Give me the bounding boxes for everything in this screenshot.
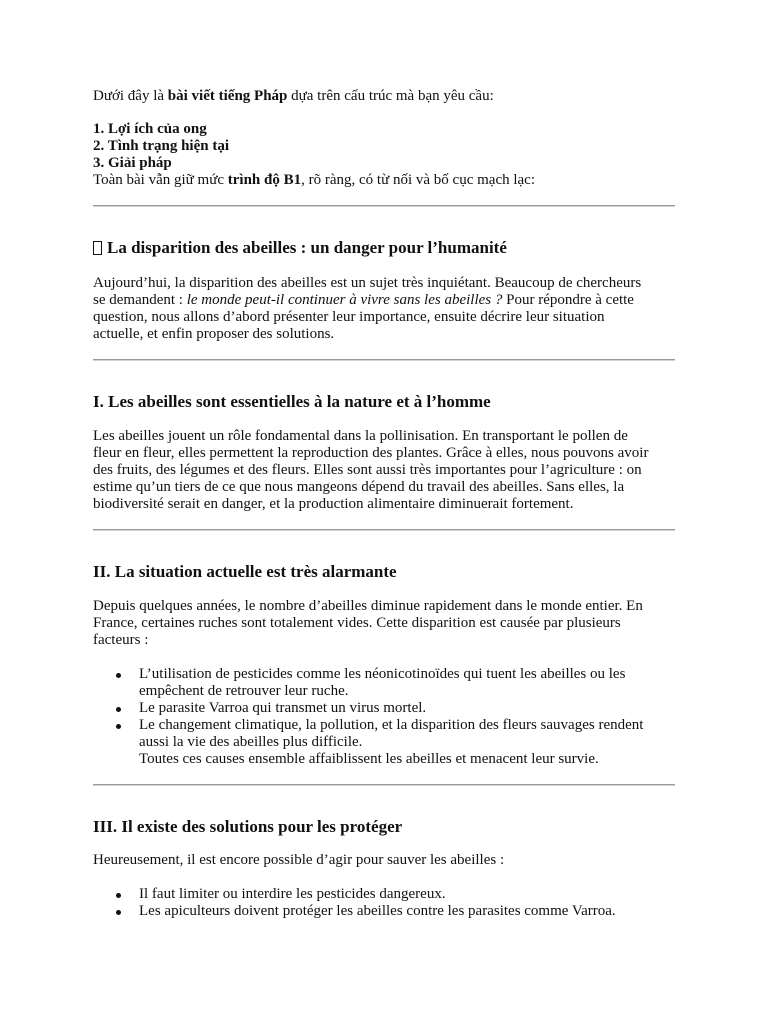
paragraph-line: des fruits, des légumes et des fleurs. Elles sont aussi très importantes pour l’agriculture : on — [93, 462, 642, 478]
outline-item: 2. Tình trạng hiện tại — [93, 138, 230, 154]
article-intro-paragraph — [93, 275, 641, 343]
list-item-line: L’utilisation de pesticides comme les néonicotinoïdes qui tuent les abeilles ou les — [139, 666, 626, 682]
list-item — [93, 717, 643, 768]
intro-text-start: Dưới đây là — [93, 88, 168, 104]
section-heading: II. La situation actuelle est très alarmante — [93, 562, 397, 581]
outline-item: 3. Giải pháp — [93, 155, 172, 171]
outline-note-end: , rõ ràng, có từ nối và bố cục mạch lạc: — [301, 172, 536, 188]
list-item-line: Il faut limiter ou interdire les pesticides dangereux. — [139, 886, 446, 902]
paragraph-line: estime qu’un tiers de ce que nous mangeons dépend du travail des abeilles. Sans elles, la — [93, 479, 625, 495]
paragraph-line: Les abeilles jouent un rôle fondamental dans la pollinisation. En transportant le pollen de — [93, 428, 628, 444]
paragraph-line: Aujourd’hui, la disparition des abeilles est un sujet très inquiétant. Beaucoup de chercheurs — [93, 275, 642, 291]
section-paragraph — [93, 852, 504, 869]
list-item-line: empêchent de retrouver leur ruche. — [139, 683, 349, 699]
paragraph-line: actuelle, et enfin proposer des solutions. — [93, 326, 335, 342]
horizontal-rule — [93, 205, 675, 207]
section-heading: III. Il existe des solutions pour les protéger — [93, 817, 403, 836]
paragraph-line: fleur en fleur, elles permettent la reproduction des plantes. Grâce à elles, nous pouvons avoir — [93, 445, 649, 461]
paragraph-line: biodiversité serait en danger, et la production alimentaire diminuerait fortement. — [93, 496, 574, 512]
italic-question: le monde peut-il continuer à vivre sans les abeilles ? — [186, 292, 503, 308]
list-item-line: Le parasite Varroa qui transmet un virus mortel. — [139, 700, 427, 716]
intro-line — [93, 88, 494, 105]
paragraph-line-start: se demandent : — [93, 292, 187, 308]
section-paragraph — [93, 598, 643, 649]
horizontal-rule — [93, 359, 675, 361]
paragraph-line — [93, 292, 641, 309]
section-heading: I. Les abeilles sont essentielles à la nature et à l’homme — [93, 392, 491, 411]
article-title-text: La disparition des abeilles : un danger pour l’humanité — [107, 238, 507, 257]
list-item — [93, 886, 616, 903]
bullet-list — [93, 666, 643, 768]
list-item — [93, 700, 643, 717]
outline-list — [93, 121, 535, 189]
intro-text — [93, 88, 494, 105]
paragraph-line: Heureusement, il est encore possible d’agir pour sauver les abeilles : — [93, 852, 505, 868]
paragraph-line: question, nous allons d’abord présenter leur importance, ensuite décrire leur situation — [93, 309, 605, 325]
bullet-icon — [116, 893, 121, 898]
missing-glyph-icon — [93, 241, 102, 255]
article-title — [93, 238, 507, 258]
list-item-line: Les apiculteurs doivent protéger les abeilles contre les parasites comme Varroa. — [139, 903, 616, 919]
bullet-icon — [116, 724, 121, 729]
intro-bold-text: bài viết tiếng Pháp — [167, 88, 288, 104]
list-item — [93, 666, 643, 700]
list-item-line: Toutes ces causes ensemble affaiblissent les abeilles et menacent leur survie. — [139, 751, 599, 767]
outline-note — [93, 172, 535, 189]
list-item-line: aussi la vie des abeilles plus difficile. — [139, 734, 363, 750]
outline-item: 1. Lợi ích của ong — [93, 121, 207, 137]
paragraph-line: Depuis quelques années, le nombre d’abeilles diminue rapidement dans le monde entier. En — [93, 598, 643, 614]
outline-note-bold: trình độ B1 — [227, 172, 302, 188]
bullet-list — [93, 886, 616, 920]
list-item-line: Le changement climatique, la pollution, et la disparition des fleurs sauvages rendent — [139, 717, 644, 733]
paragraph-line: facteurs : — [93, 632, 149, 648]
bullet-icon — [116, 707, 121, 712]
intro-text-end: dựa trên cấu trúc mà bạn yêu cầu: — [287, 88, 494, 104]
section-paragraph — [93, 428, 648, 513]
list-item — [93, 903, 616, 920]
horizontal-rule — [93, 529, 675, 531]
paragraph-line: France, certaines ruches sont totalement vides. Cette disparition est causée par plusieurs — [93, 615, 621, 631]
outline-note-start: Toàn bài vẫn giữ mức — [93, 172, 228, 188]
horizontal-rule — [93, 784, 675, 786]
bullet-icon — [116, 910, 121, 915]
bullet-icon — [116, 673, 121, 678]
paragraph-line-end: Pour répondre à cette — [502, 292, 634, 308]
